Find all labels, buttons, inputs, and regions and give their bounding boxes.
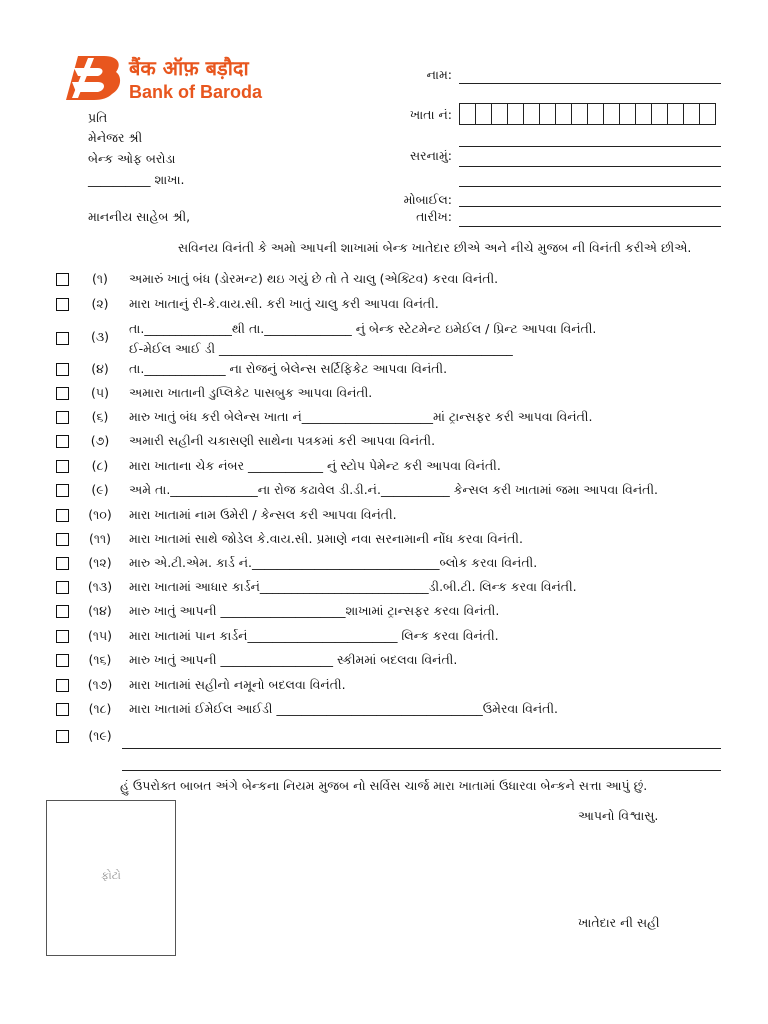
salutation: માનનીય સાહેબ શ્રી,	[88, 209, 191, 224]
other-request-line-2[interactable]	[122, 770, 721, 771]
request-checkbox[interactable]	[56, 411, 69, 424]
request-item	[0, 432, 768, 456]
request-checkbox[interactable]	[56, 460, 69, 473]
request-text: મારા ખાતામાં નામ ઉમેરી / કેન્સલ કરી આપવા વિનંતી.	[129, 507, 397, 522]
request-number: (૨)	[91, 296, 109, 311]
request-item	[0, 676, 768, 700]
request-text: અમારા ખાતાની ડુપ્લિકેટ પાસબુક આપવા વિનંતી.	[129, 385, 373, 400]
request-text: અમે તા.______________ના રોજ કઢાવેલ ડી.ડી.નં.___________ કેન્સલ કરી ખાતામાં જમા આપવા વિનંતી.	[129, 482, 658, 497]
request-checkbox[interactable]	[56, 435, 69, 448]
request-number: (૧૮)	[88, 701, 112, 716]
request-number: (૪)	[91, 361, 109, 376]
request-number: (૧૦)	[88, 507, 112, 522]
request-checkbox[interactable]	[56, 363, 69, 376]
request-number: (૧૩)	[87, 579, 113, 594]
request-number: (૧૭)	[87, 677, 113, 692]
photo-label: ફોટો	[101, 869, 121, 882]
declaration-text: હું ઉપરોક્ત બાબત અંગે બેન્કના નિયમ મુજબ નો સર્વિસ ચાર્જ મારા ખાતામાં ઉધારવા બેન્કને સત્તા આપું છું.	[120, 778, 648, 793]
request-number: (૭)	[90, 433, 110, 448]
request-number: (૮)	[91, 458, 109, 473]
other-request-line-1[interactable]	[122, 748, 721, 749]
name-field[interactable]	[459, 83, 721, 84]
request-item	[0, 320, 768, 356]
request-text: મારા ખાતામાં આધાર કાર્ડનં___________________________ડી.બી.ટી. લિન્ક કરવા વિનંતી.	[129, 579, 577, 594]
request-text: અમારી સહીની ચકાસણી સાથેના પત્રકમાં કરી આપવા વિનંતી.	[129, 433, 436, 448]
request-checkbox[interactable]	[56, 273, 69, 286]
request-checkbox[interactable]	[56, 581, 69, 594]
request-item	[0, 457, 768, 481]
request-checkbox[interactable]	[56, 332, 69, 345]
request-text: તા._____________ ના રોજનું બેલેન્સ સર્ટિફિકેટ આપવા વિનંતી.	[129, 361, 448, 376]
recipient-branch: __________ શાખા.	[88, 172, 185, 187]
request-text: તા.______________થી તા.______________ નું બેન્ક સ્ટેટમેન્ટ ઇમેઈલ / પ્રિન્ટ આપવા વિનંતી.	[129, 321, 597, 336]
request-checkbox[interactable]	[56, 387, 69, 400]
request-checkbox[interactable]	[56, 730, 69, 743]
request-number: (૩)	[90, 329, 110, 344]
request-number: (૯)	[91, 482, 109, 497]
name-label: નામ:	[426, 67, 452, 82]
request-text: અમારું ખાતું બંધ (ડોરમન્ટ) થઇ ગયું છે તો તે ચાલુ (એક્ટિવ) કરવા વિનંતી.	[129, 271, 499, 286]
request-item	[0, 408, 768, 432]
request-item	[0, 554, 768, 578]
recipient-prati: પ્રતિ	[88, 110, 108, 125]
address-line-2[interactable]	[459, 166, 721, 167]
request-number: (૧૨)	[88, 555, 112, 570]
address-line-3[interactable]	[459, 186, 721, 187]
request-text: મારા ખાતાના ચેક નંબર ____________ નું સ્ટોપ પેમેન્ટ કરી આપવા વિનંતી.	[129, 458, 501, 473]
request-item	[0, 651, 768, 675]
request-text: મારુ એ.ટી.એમ. કાર્ડ નં.______________________________બ્લોક કરવા વિનંતી.	[129, 555, 538, 570]
request-item	[0, 530, 768, 554]
request-text: મારા ખાતામાં સાથે જોડેલ કે.વાય.સી. પ્રમાણે નવા સરનામાની નોંધ કરવા વિનંતી.	[129, 531, 523, 546]
request-checkbox[interactable]	[56, 557, 69, 570]
request-item	[0, 602, 768, 626]
mobile-label: મોબાઈલ:	[403, 192, 452, 207]
brand-name-hindi: बैंक ऑफ़ बड़ौदा	[129, 56, 249, 80]
request-item	[0, 481, 768, 505]
photo-box	[46, 800, 176, 956]
request-item	[0, 578, 768, 602]
request-checkbox[interactable]	[56, 533, 69, 546]
request-item	[0, 627, 768, 651]
mobile-field[interactable]	[459, 206, 721, 207]
signature-label: ખાતેદાર ની સહી	[578, 915, 660, 930]
request-number: (૧૫)	[87, 628, 113, 643]
request-number: (૧૧)	[88, 531, 111, 546]
request-text: મારુ ખાતું બંધ કરી બેલેન્સ ખાતા નં_____________________માં ટ્રાન્સફર કરી આપવા વિનંતી.	[129, 409, 593, 424]
request-checkbox[interactable]	[56, 605, 69, 618]
request-item	[0, 384, 768, 408]
recipient-bank: બેન્ક ઓફ બરોડા	[88, 151, 176, 166]
request-text: મારા ખાતામાં ઈમેઈલ આઈડી _________________________________ઉમેરવા વિનંતી.	[129, 701, 559, 716]
request-number: (૧૬)	[88, 652, 112, 667]
request-checkbox[interactable]	[56, 654, 69, 667]
intro-text: સવિનય વિનંતી કે અમો આપની શાખામાં બેન્ક ખાતેદાર છીએ અને નીચે મુજબ ની વિનંતી કરીએ છીએ.	[178, 240, 692, 255]
request-text: મારા ખાતાનું રી-કે.વાય.સી. કરી ખાતું ચાલુ કરી આપવા વિનંતી.	[129, 296, 439, 311]
request-number: (૫)	[91, 385, 109, 400]
account-label: ખાતા નં:	[409, 107, 452, 122]
request-checkbox[interactable]	[56, 679, 69, 692]
closing-text: આપનો વિશ્વાસુ.	[578, 808, 659, 823]
request-checkbox[interactable]	[56, 703, 69, 716]
date-field[interactable]	[459, 226, 721, 227]
request-item	[0, 360, 768, 384]
request-text: મારા ખાતામાં સહીનો નમૂનો બદલવા વિનંતી.	[129, 677, 346, 692]
request-number: (૧૯)	[88, 728, 112, 743]
request-text-line2: ઈ-મેઈલ આઈ ડી _______________________________________________	[129, 341, 513, 356]
recipient-manager: મેનેજર શ્રી	[88, 130, 143, 145]
request-item	[0, 295, 768, 319]
request-checkbox[interactable]	[56, 484, 69, 497]
request-checkbox[interactable]	[56, 298, 69, 311]
address-line-1[interactable]	[459, 146, 721, 147]
address-label: સરનામું:	[410, 148, 452, 163]
brand-name-english: Bank of Baroda	[129, 82, 263, 102]
date-label: તારીખ:	[416, 209, 452, 224]
bank-logo-icon	[64, 54, 126, 102]
request-text: મારુ ખાતું આપની ____________________શાખામાં ટ્રાન્સફર કરવા વિનંતી.	[129, 603, 500, 618]
request-text: મારા ખાતામાં પાન કાર્ડનં________________________ લિન્ક કરવા વિનંતી.	[129, 628, 499, 643]
request-item	[0, 270, 768, 294]
request-number: (૬)	[91, 409, 109, 424]
request-number: (૧)	[92, 271, 108, 286]
request-checkbox[interactable]	[56, 630, 69, 643]
account-number-boxes[interactable]	[459, 103, 715, 125]
request-item	[0, 506, 768, 530]
request-item	[0, 700, 768, 724]
request-text: મારુ ખાતું આપની __________________ સ્કીમમાં બદલવા વિનંતી.	[129, 652, 458, 667]
request-number: (૧૪)	[88, 603, 112, 618]
request-checkbox[interactable]	[56, 509, 69, 522]
